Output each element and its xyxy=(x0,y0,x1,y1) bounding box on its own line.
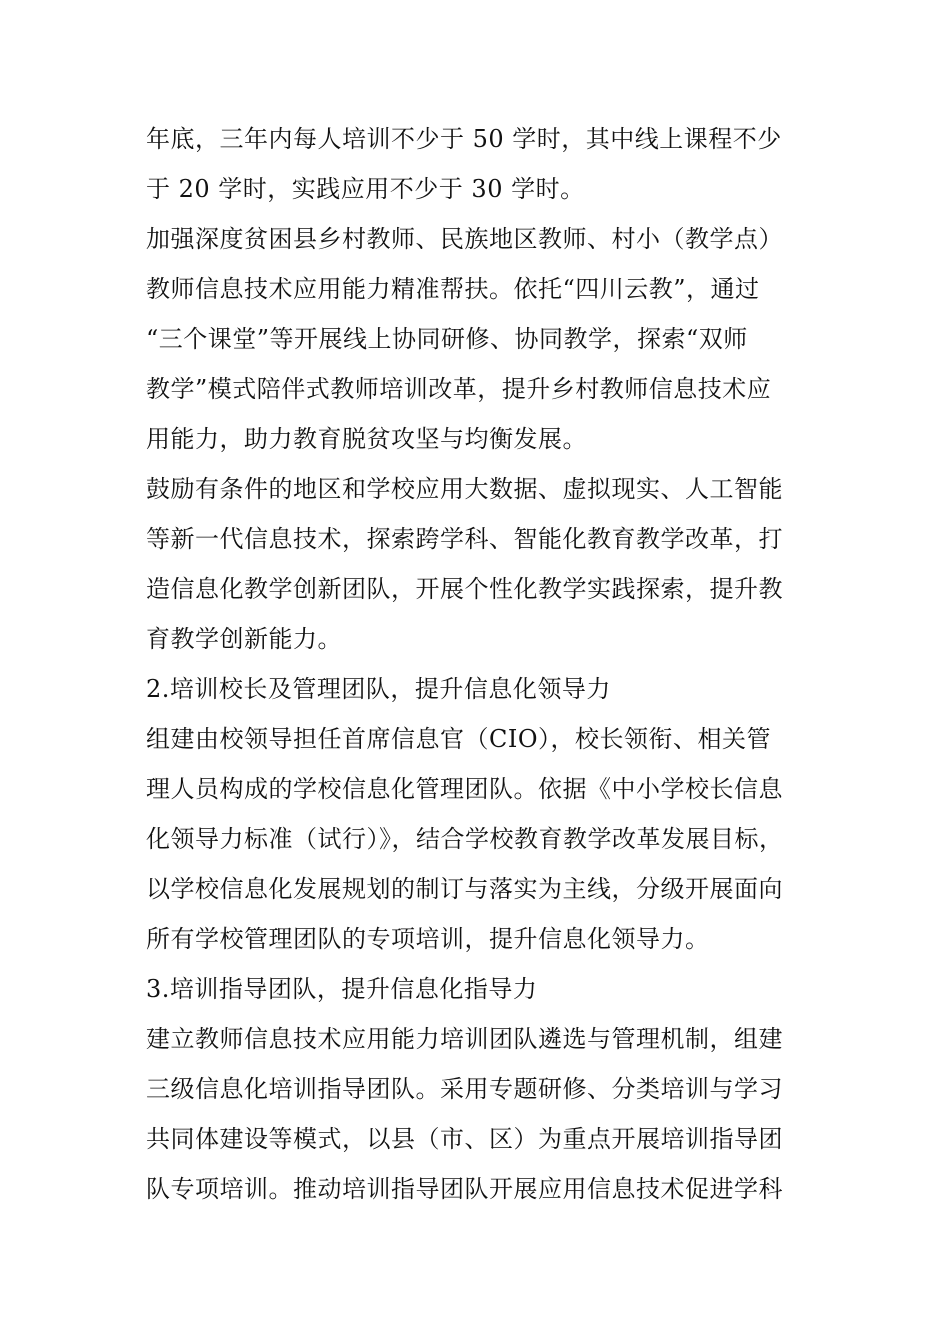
text-line: 育教学创新能力。 xyxy=(146,625,342,653)
text-line: “三个课堂”等开展线上协同研修、协同教学，探索“双师 xyxy=(146,325,748,353)
section-heading: 3.培训指导团队，提升信息化指导力 xyxy=(146,975,538,1003)
text-line: 造信息化教学创新团队，开展个性化教学实践探索，提升教 xyxy=(146,575,783,603)
text-line: 建立教师信息技术应用能力培训团队遴选与管理机制，组建 xyxy=(146,1025,783,1053)
text-line: 化领导力标准（试行）》，结合学校教育教学改革发展目标， xyxy=(146,825,784,853)
text-line: 所有学校管理团队的专项培训，提升信息化领导力。 xyxy=(146,925,710,953)
text-line: 共同体建设等模式，以县（市、区）为重点开展培训指导团 xyxy=(146,1125,783,1153)
text-line: 理人员构成的学校信息化管理团队。依据《中小学校长信息 xyxy=(146,775,783,803)
text-line: 于 20 学时，实践应用不少于 30 学时。 xyxy=(146,175,585,203)
text-line: 以学校信息化发展规划的制订与落实为主线，分级开展面向 xyxy=(146,875,783,903)
text-line: 用能力，助力教育脱贫攻坚与均衡发展。 xyxy=(146,425,587,453)
section-heading: 2.培训校长及管理团队，提升信息化领导力 xyxy=(146,675,611,703)
document-body xyxy=(146,114,816,1214)
text-line: 教学”模式陪伴式教师培训改革，提升乡村教师信息技术应 xyxy=(146,375,772,403)
text-line: 年底，三年内每人培训不少于 50 学时，其中线上课程不少 xyxy=(146,125,782,153)
text-line: 三级信息化培训指导团队。采用专题研修、分类培训与学习 xyxy=(146,1075,783,1103)
text-line: 加强深度贫困县乡村教师、民族地区教师、村小（教学点） xyxy=(146,225,783,253)
text-line: 等新一代信息技术，探索跨学科、智能化教育教学改革，打 xyxy=(146,525,783,553)
text-line: 鼓励有条件的地区和学校应用大数据、虚拟现实、人工智能 xyxy=(146,475,783,503)
text-line: 教师信息技术应用能力精准帮扶。依托“四川云教”，通过 xyxy=(146,275,760,303)
text-line: 队专项培训。推动培训指导团队开展应用信息技术促进学科 xyxy=(146,1175,783,1203)
text-line: 组建由校领导担任首席信息官（CIO），校长领衔、相关管 xyxy=(146,725,772,753)
